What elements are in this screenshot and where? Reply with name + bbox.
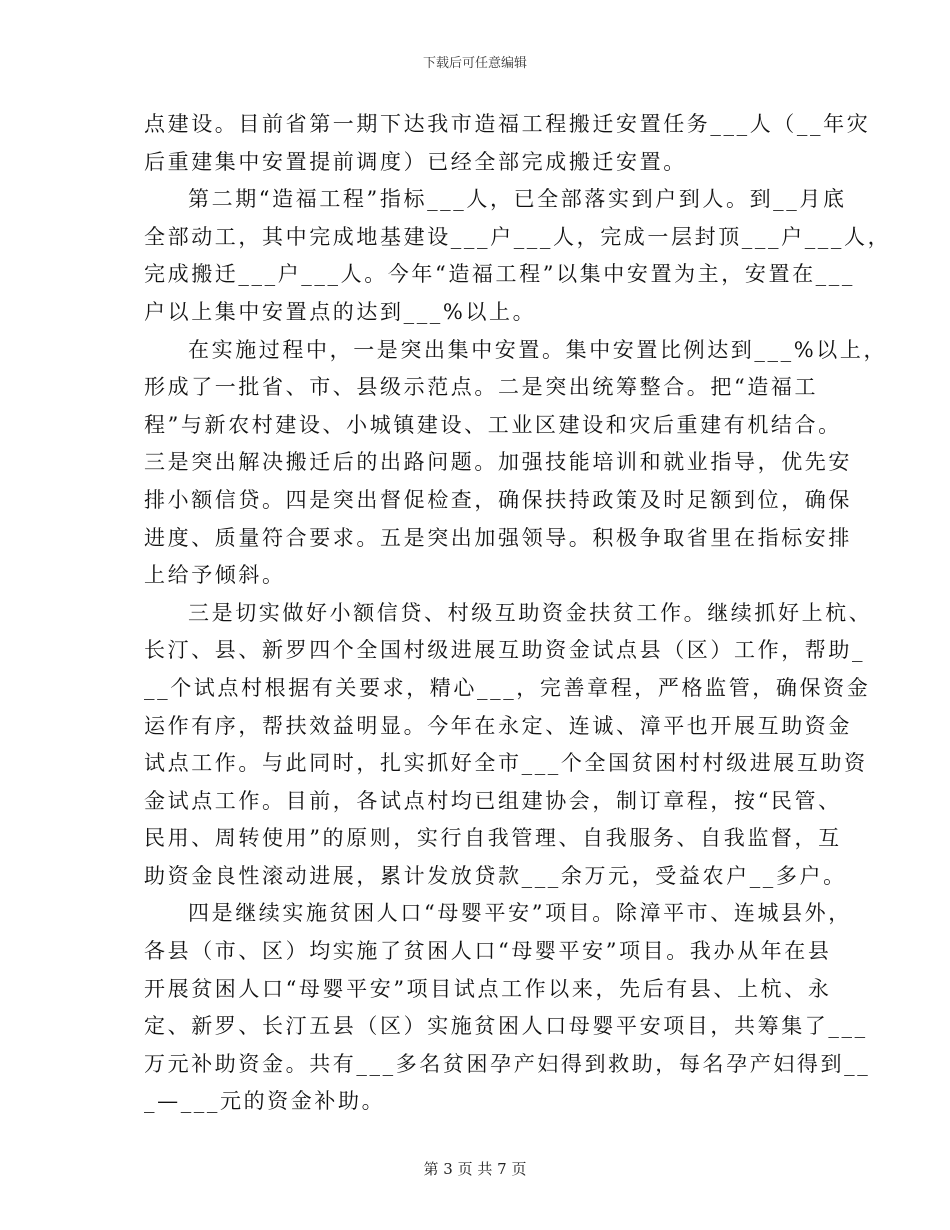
text-line: 进度、质量符合要求。五是突出加强领导。积极争取省里在指标安排 [144,525,852,550]
text-line: 运作有序，帮扶效益明显。今年在永定、连诚、漳平也开展互助资金 [144,713,852,738]
text-line: 上给予倾斜。 [144,563,286,588]
text-line: _—___元的资金补助。 [144,1089,386,1114]
text-line: 点建设。目前省第一期下达我市造福工程搬迁安置任务___人（__年灾 [144,112,871,136]
text-line: 四是继续实施贫困人口“母婴平安”项目。除漳平市、连城县外， [188,901,852,926]
text-line: 开展贫困人口“母婴平安”项目试点工作以来，先后有县、上杭、永 [144,976,832,1001]
text-line: 全部动工，其中完成地基建设___户___人，完成一层封顶___户___人， [144,224,892,249]
text-line: 长汀、县、新罗四个全国村级进展互助资金试点县（区）工作，帮助_ [144,638,866,663]
text-line: 各县（市、区）均实施了贫困人口“母婴平安”项目。我办从年在县 [144,939,832,964]
text-line: 排小额信贷。四是突出督促检查，确保扶持政策及时足额到位，确保 [144,487,852,512]
text-line: 后重建集中安置提前调度）已经全部完成搬迁安置。 [144,149,687,174]
text-line: 万元补助资金。共有___多名贫困孕产妇得到救助，每名孕产妇得到__ [144,1051,871,1076]
text-line: 金试点工作。目前，各试点村均已组建协会，制订章程，按“民管、 [144,788,842,813]
text-line: 三是切实做好小额信贷、村级互助资金扶贫工作。继续抓好上杭、 [188,600,873,625]
text-line: 户以上集中安置点的达到___%以上。 [144,299,537,324]
text-line: 完成搬迁___户___人。今年“造福工程”以集中安置为主，安置在___ [144,262,855,287]
document-body [144,106,892,1121]
text-line: 在实施过程中，一是突出集中安置。集中安置比例达到___%以上， [188,337,888,362]
text-line: 定、新罗、长汀五县（区）实施贫困人口母婴平安项目，共筹集了___ [144,1014,868,1039]
text-line: 形成了一批省、市、县级示范点。二是突出统筹整合。把“造福工 [144,375,819,400]
text-line: 第二期“造福工程”指标___人，已全部落实到户到人。到__月底 [188,187,847,212]
text-line: __个试点村根据有关要求，精心___，完善章程，严格监管，确保资金 [144,675,871,700]
text-line: 三是突出解决搬迁后的出路问题。加强技能培训和就业指导，优先安 [144,450,852,475]
page-footer: 第 3 页 共 7 页 [423,1160,527,1178]
text-line: 民用、周转使用”的原则，实行自我管理、自我服务、自我监督，互 [144,826,842,851]
text-line: 程”与新农村建设、小城镇建设、工业区建设和灾后重建有机结合。 [144,412,842,437]
text-line: 试点工作。与此同时，扎实抓好全市___个全国贫困村村级进展互助资 [144,751,868,776]
page-header: 下载后可任意编辑 [422,56,527,71]
text-line: 助资金良性滚动进展，累计发放贷款___余万元，受益农户__多户。 [144,863,847,888]
